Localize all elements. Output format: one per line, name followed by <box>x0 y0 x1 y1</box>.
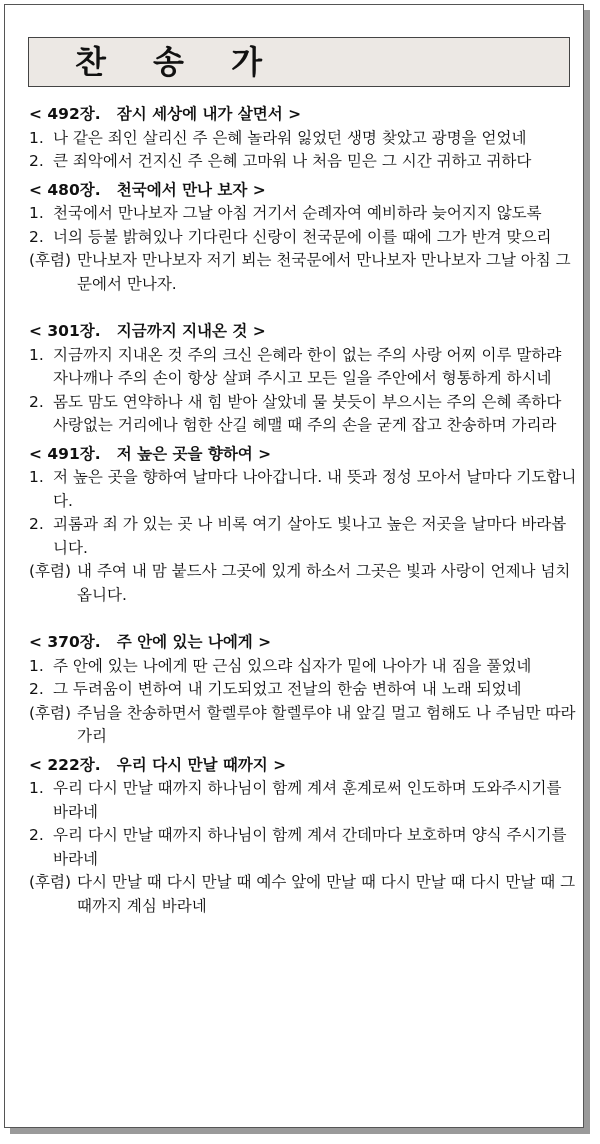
verse-label: 1. <box>29 468 44 486</box>
verse-label: 1. <box>29 128 44 147</box>
verse-text: 내 주여 내 맘 붙드사 그곳에 있게 하소서 그곳은 빛과 사랑이 언제나 넘치옵니다. <box>77 562 571 604</box>
verse-label: 1. <box>29 656 44 675</box>
verse-label: 1. <box>29 204 44 222</box>
verse-label: 1. <box>29 779 44 797</box>
hymn-section <box>29 754 577 919</box>
verse-line <box>29 513 577 560</box>
verse-line <box>29 344 577 391</box>
verse-line <box>29 391 577 438</box>
verse-text: 주님을 찬송하면서 할렐루야 할렐루야 내 앞길 멀고 험해도 나 주님만 따라가리 <box>77 703 576 745</box>
verse-label: (후렴) <box>29 251 72 269</box>
hymn-title: < 222장. 우리 다시 만날 때까지 > <box>29 755 287 774</box>
verse-line <box>29 702 577 749</box>
hymn-title: < 301장. 지금까지 지내온 것 > <box>29 322 266 340</box>
hymn-section <box>29 103 577 174</box>
verse-text: 그 두려움이 변하여 내 기도되었고 전날의 한숨 변하여 내 노래 되었네 <box>53 680 522 698</box>
verse-label: 2. <box>29 152 44 170</box>
hymn-section <box>29 631 577 749</box>
verse-label: 1. <box>29 345 44 364</box>
verse-text: 괴롬과 죄 가 있는 곳 나 비록 여기 살아도 빛나고 높은 저곳을 날마다 바라봅니다. <box>53 515 567 557</box>
verse-line <box>29 824 577 871</box>
title-box <box>28 37 570 87</box>
verse-line <box>29 777 577 824</box>
hymn-title: < 370장. 주 안에 있는 나에게 > <box>29 633 272 651</box>
hymn-section <box>29 320 577 438</box>
verse-text: 지금까지 지내온 것 주의 크신 은혜라 한이 없는 주의 사랑 어찌 이루 말하랴 자나깨나 주의 손이 항상 살펴 주시고 모든 일을 주안에서 형통하게 하시네 <box>53 345 562 387</box>
verse-label: (후렴) <box>29 703 72 722</box>
verse-line <box>29 678 577 702</box>
page-title: 찬 송 가 <box>75 43 281 81</box>
verse-line <box>29 127 577 151</box>
verse-text: 우리 다시 만날 때까지 하나님이 함께 계셔 간데마다 보호하며 양식 주시기를 바라네 <box>53 826 567 868</box>
verse-line <box>29 249 577 296</box>
hymn-title: < 492장. 잠시 세상에 내가 살면서 > <box>29 105 302 123</box>
verse-line <box>29 150 577 174</box>
verse-line <box>29 202 577 226</box>
verse-label: 2. <box>29 227 44 246</box>
verse-line <box>29 226 577 250</box>
verse-line <box>29 871 577 918</box>
verse-text: 나 같은 죄인 살리신 주 은혜 놀라워 잃었던 생명 찾았고 광명을 얻었네 <box>53 128 527 147</box>
hymn-title: < 491장. 저 높은 곳을 향하여 > <box>29 444 272 463</box>
verse-label: 2. <box>29 826 44 844</box>
verse-label: 2. <box>29 515 44 533</box>
verse-text: 큰 죄악에서 건지신 주 은혜 고마워 나 처음 믿은 그 시간 귀하고 귀하다 <box>53 152 532 170</box>
verse-text: 다시 만날 때 다시 만날 때 예수 앞에 만날 때 다시 만날 때 다시 만날 때 그때까지 계심 바라네 <box>77 873 576 915</box>
verse-text: 우리 다시 만날 때까지 하나님이 함께 계셔 훈계로써 인도하며 도와주시기를 바라네 <box>53 779 562 821</box>
hymn-sheet <box>4 4 584 1128</box>
verse-label: (후렴) <box>29 562 72 580</box>
verse-label: (후렴) <box>29 873 72 891</box>
verse-line <box>29 655 577 679</box>
hymn-list <box>29 103 577 918</box>
verse-text: 너의 등불 밝혀있나 기다린다 신랑이 천국문에 이를 때에 그가 반겨 맞으리 <box>53 227 552 246</box>
verse-line <box>29 466 577 513</box>
verse-text: 주 안에 있는 나에게 딴 근심 있으랴 십자가 밑에 나아가 내 짐을 풀었네 <box>53 656 532 675</box>
verse-label: 2. <box>29 392 44 411</box>
verse-line <box>29 560 577 607</box>
hymn-title: < 480장. 천국에서 만나 보자 > <box>29 180 266 199</box>
verse-text: 저 높은 곳을 향하여 날마다 나아갑니다. 내 뜻과 정성 모아서 날마다 기도합니다. <box>53 468 577 510</box>
verse-text: 만나보자 만나보자 저기 뵈는 천국문에서 만나보자 만나보자 그날 아침 그문에서 만나자. <box>77 251 571 293</box>
hymn-section <box>29 443 577 608</box>
verse-text: 몸도 맘도 연약하나 새 힘 받아 살았네 물 붓듯이 부으시는 주의 은혜 족하다 사랑없는 거리에나 험한 산길 헤맬 때 주의 손을 굳게 잡고 찬송하며 가리라 <box>53 392 562 434</box>
verse-label: 2. <box>29 680 44 698</box>
verse-text: 천국에서 만나보자 그날 아침 거기서 순례자여 예비하라 늦어지지 않도록 <box>53 204 542 222</box>
hymn-section <box>29 179 577 297</box>
